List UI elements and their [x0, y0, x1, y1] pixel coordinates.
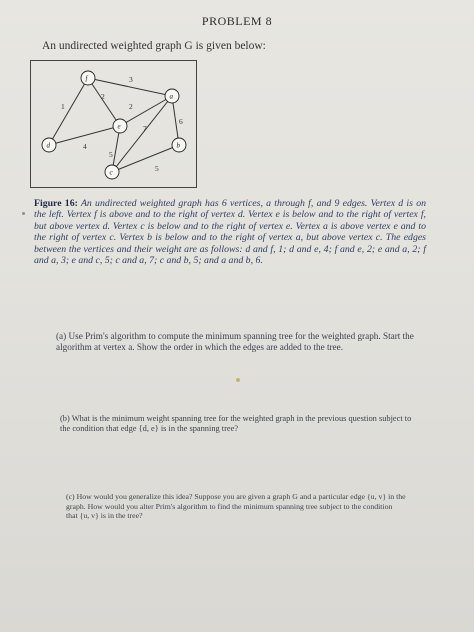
- weight-a-b: 6: [179, 117, 183, 126]
- intro-text: An undirected weighted graph G is given below:: [42, 40, 266, 52]
- weight-e-a: 2: [129, 102, 133, 111]
- edge-e-a: [120, 96, 172, 126]
- svg-text:f: f: [85, 74, 88, 83]
- question-b: (b) What is the minimum weight spanning tree for the weighted graph in the previous question subject to the condition that edge {d, e} is in the spanning tree?: [60, 414, 412, 433]
- weight-f-a: 3: [129, 75, 133, 84]
- figure-caption: [34, 198, 426, 266]
- vertex-a: [165, 89, 179, 103]
- edge-c-a: [112, 96, 172, 172]
- weight-c-b: 5: [155, 164, 159, 173]
- graph-figure: [30, 60, 197, 188]
- question-a: (a) Use Prim's algorithm to compute the minimum spanning tree for the weighted graph. Start the algorithm at vertex a. Show the order in which the edges are added to the tree.: [56, 331, 414, 352]
- caption-text: An undirected weighted graph has 6 vertices, a through f, and 9 edges. Vertex d is on the left. Vertex f is above and to the right of vertex d. Vertex e is below and to the right of vertex f, but above vertex d. Vertex c is below and to the right of vertex e. Vertex a is above vertex e and to the right of vertex c. Vertex b is below and to the right of vertex a, but above vertex c. The edges between the vertices and their weight are as follows: d and f, 1; d and e, 4; f and e, 2; e and a, 2; f and a, 3; e and c, 5; c and a, 7; c and b, 5; and a and b, 6.: [34, 198, 426, 267]
- weight-d-e: 4: [83, 142, 87, 151]
- weight-e-c: 5: [109, 150, 113, 159]
- edge-f-e: [88, 78, 120, 126]
- page-smudge: [236, 378, 240, 382]
- svg-text:c: c: [109, 168, 113, 177]
- vertex-d: [42, 138, 56, 152]
- caption-label: Figure 16:: [34, 198, 78, 209]
- question-c: (c) How would you generalize this idea? Suppose you are given a graph G and a particular edge {u, v} in the graph. How would you alter Prim's algorithm to find the minimum spanning tree subject to the condition that {u, v} is in the tree?: [66, 492, 406, 521]
- weight-f-e: 2: [101, 92, 105, 101]
- edge-d-f: [49, 78, 88, 145]
- weight-c-a: 7: [143, 124, 147, 133]
- graph-svg: [31, 61, 196, 187]
- vertex-f: [81, 71, 95, 85]
- vertex-e: [113, 119, 127, 133]
- vertex-c: [105, 165, 119, 179]
- problem-title: PROBLEM 8: [201, 14, 273, 28]
- stray-mark: [22, 212, 25, 215]
- svg-text:e: e: [117, 122, 121, 131]
- vertex-b: [172, 138, 186, 152]
- weight-d-f: 1: [61, 102, 65, 111]
- svg-text:d: d: [46, 141, 50, 150]
- svg-text:a: a: [169, 92, 173, 101]
- svg-text:b: b: [176, 141, 180, 150]
